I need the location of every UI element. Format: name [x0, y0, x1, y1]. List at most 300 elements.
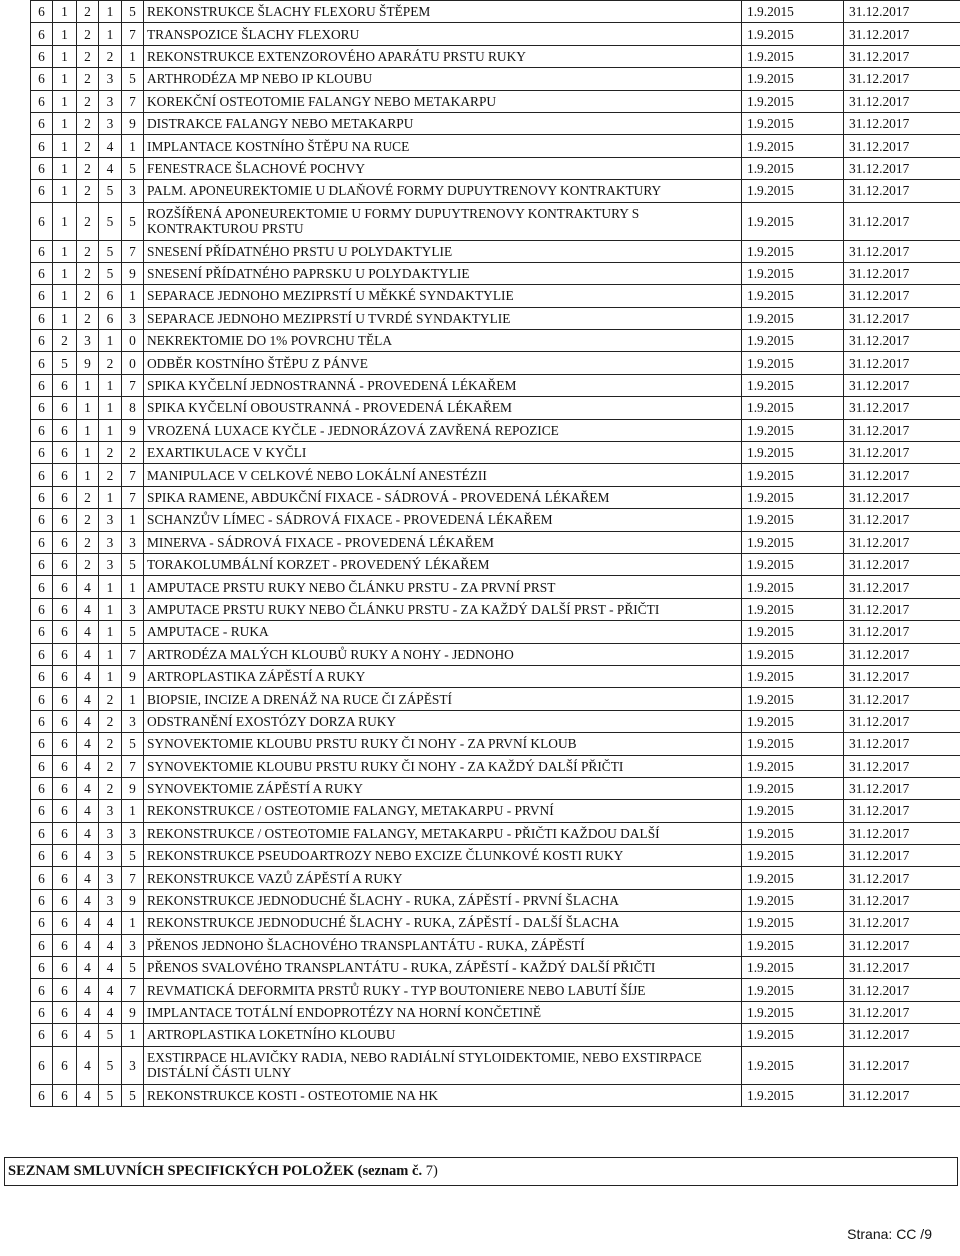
code-digit-cell: 6	[31, 598, 53, 620]
code-digit-cell: 3	[99, 509, 122, 531]
code-digit-cell: 4	[77, 845, 99, 867]
valid-to-cell: 31.12.2017	[844, 598, 960, 620]
code-digit-cell: 6	[31, 889, 53, 911]
table-row	[31, 912, 960, 934]
code-digit-cell: 9	[122, 777, 144, 799]
code-digit-cell: 9	[122, 419, 144, 441]
valid-from-cell: 1.9.2015	[742, 509, 844, 531]
procedure-name-cell: TRANSPOZICE ŠLACHY FLEXORU	[144, 23, 742, 45]
code-digit-cell: 5	[122, 957, 144, 979]
code-digit-cell: 3	[77, 330, 99, 352]
table-row	[31, 90, 960, 112]
code-digit-cell: 2	[77, 509, 99, 531]
code-digit-cell: 4	[77, 1084, 99, 1106]
code-digit-cell: 5	[122, 845, 144, 867]
section-list-number: 7)	[425, 1163, 438, 1179]
code-digit-cell: 6	[31, 180, 53, 202]
code-digit-cell: 6	[31, 822, 53, 844]
code-digit-cell: 6	[53, 374, 77, 396]
valid-from-cell: 1.9.2015	[742, 598, 844, 620]
code-digit-cell: 6	[53, 688, 77, 710]
procedure-name-cell: REVMATICKÁ DEFORMITA PRSTŮ RUKY - TYP BOUTONIERE NEBO LABUTÍ ŠÍJE	[144, 979, 742, 1001]
valid-to-cell: 31.12.2017	[844, 112, 960, 134]
table-row	[31, 23, 960, 45]
procedure-name-cell: TORAKOLUMBÁLNÍ KORZET - PROVEDENÝ LÉKAŘEM	[144, 553, 742, 575]
code-digit-cell: 3	[122, 180, 144, 202]
code-digit-cell: 6	[31, 1024, 53, 1046]
valid-from-cell: 1.9.2015	[742, 1001, 844, 1023]
table-row	[31, 397, 960, 419]
code-digit-cell: 3	[99, 68, 122, 90]
valid-to-cell: 31.12.2017	[844, 285, 960, 307]
valid-from-cell: 1.9.2015	[742, 576, 844, 598]
code-digit-cell: 1	[53, 240, 77, 262]
section-title	[4, 1157, 958, 1186]
valid-from-cell: 1.9.2015	[742, 957, 844, 979]
code-digit-cell: 5	[122, 202, 144, 240]
code-digit-cell: 6	[31, 576, 53, 598]
procedure-name-cell: ARTHRODÉZA MP NEBO IP KLOUBU	[144, 68, 742, 90]
valid-from-cell: 1.9.2015	[742, 262, 844, 284]
code-digit-cell: 4	[77, 1024, 99, 1046]
code-digit-cell: 2	[77, 157, 99, 179]
code-digit-cell: 6	[31, 621, 53, 643]
code-digit-cell: 5	[122, 553, 144, 575]
code-digit-cell: 6	[53, 912, 77, 934]
code-digit-cell: 4	[77, 800, 99, 822]
table-row	[31, 621, 960, 643]
code-digit-cell: 1	[99, 486, 122, 508]
code-digit-cell: 6	[53, 710, 77, 732]
code-digit-cell: 5	[122, 621, 144, 643]
code-digit-cell: 1	[122, 45, 144, 67]
code-digit-cell: 1	[122, 576, 144, 598]
code-digit-cell: 4	[99, 912, 122, 934]
code-digit-cell: 6	[53, 957, 77, 979]
code-digit-cell: 6	[53, 889, 77, 911]
table-row	[31, 576, 960, 598]
code-digit-cell: 6	[99, 307, 122, 329]
code-digit-cell: 0	[122, 352, 144, 374]
table-row	[31, 845, 960, 867]
valid-to-cell: 31.12.2017	[844, 464, 960, 486]
code-digit-cell: 6	[31, 330, 53, 352]
code-digit-cell: 2	[77, 1, 99, 23]
code-digit-cell: 6	[31, 112, 53, 134]
code-digit-cell: 3	[99, 867, 122, 889]
procedure-name-cell: REKONSTRUKCE ŠLACHY FLEXORU ŠTĚPEM	[144, 1, 742, 23]
valid-from-cell: 1.9.2015	[742, 397, 844, 419]
code-digit-cell: 6	[31, 23, 53, 45]
valid-from-cell: 1.9.2015	[742, 845, 844, 867]
table-row	[31, 464, 960, 486]
code-digit-cell: 1	[99, 665, 122, 687]
valid-to-cell: 31.12.2017	[844, 800, 960, 822]
valid-to-cell: 31.12.2017	[844, 688, 960, 710]
procedure-name-cell: REKONSTRUKCE EXTENZOROVÉHO APARÁTU PRSTU RUKY	[144, 45, 742, 67]
valid-from-cell: 1.9.2015	[742, 157, 844, 179]
code-digit-cell: 5	[122, 157, 144, 179]
code-digit-cell: 4	[77, 1046, 99, 1084]
valid-to-cell: 31.12.2017	[844, 979, 960, 1001]
code-digit-cell: 1	[99, 374, 122, 396]
procedure-name-cell: AMPUTACE - RUKA	[144, 621, 742, 643]
code-digit-cell: 2	[99, 777, 122, 799]
table-row	[31, 643, 960, 665]
procedure-name-cell: ODSTRANĚNÍ EXOSTÓZY DORZA RUKY	[144, 710, 742, 732]
code-digit-cell: 6	[53, 1024, 77, 1046]
code-digit-cell: 6	[31, 90, 53, 112]
procedure-name-cell: PŘENOS SVALOVÉHO TRANSPLANTÁTU - RUKA, ZÁPĚSTÍ - KAŽDÝ DALŠÍ PŘIČTI	[144, 957, 742, 979]
code-digit-cell: 2	[99, 755, 122, 777]
code-digit-cell: 6	[53, 643, 77, 665]
table-row	[31, 240, 960, 262]
valid-to-cell: 31.12.2017	[844, 1046, 960, 1084]
table-row	[31, 733, 960, 755]
procedure-name-cell: SPIKA RAMENE, ABDUKČNÍ FIXACE - SÁDROVÁ - PROVEDENÁ LÉKAŘEM	[144, 486, 742, 508]
code-digit-cell: 7	[122, 374, 144, 396]
valid-to-cell: 31.12.2017	[844, 419, 960, 441]
valid-from-cell: 1.9.2015	[742, 531, 844, 553]
valid-to-cell: 31.12.2017	[844, 202, 960, 240]
code-digit-cell: 3	[99, 800, 122, 822]
code-digit-cell: 4	[77, 733, 99, 755]
valid-from-cell: 1.9.2015	[742, 755, 844, 777]
code-digit-cell: 2	[99, 352, 122, 374]
valid-to-cell: 31.12.2017	[844, 262, 960, 284]
procedure-name-cell: PŘENOS JEDNOHO ŠLACHOVÉHO TRANSPLANTÁTU - RUKA, ZÁPĚSTÍ	[144, 934, 742, 956]
page-number: Strana: CC /9	[847, 1226, 932, 1242]
valid-from-cell: 1.9.2015	[742, 889, 844, 911]
code-digit-cell: 1	[53, 68, 77, 90]
code-digit-cell: 3	[122, 598, 144, 620]
code-digit-cell: 6	[53, 1084, 77, 1106]
code-digit-cell: 6	[53, 777, 77, 799]
table-row	[31, 486, 960, 508]
valid-to-cell: 31.12.2017	[844, 733, 960, 755]
table-row	[31, 1046, 960, 1084]
code-digit-cell: 4	[77, 1001, 99, 1023]
code-digit-cell: 6	[31, 777, 53, 799]
valid-from-cell: 1.9.2015	[742, 374, 844, 396]
procedure-name-cell: ARTROPLASTIKA LOKETNÍHO KLOUBU	[144, 1024, 742, 1046]
code-digit-cell: 2	[77, 23, 99, 45]
code-digit-cell: 1	[122, 1024, 144, 1046]
valid-to-cell: 31.12.2017	[844, 307, 960, 329]
table-row	[31, 1, 960, 23]
code-digit-cell: 3	[122, 710, 144, 732]
code-digit-cell: 2	[77, 90, 99, 112]
code-digit-cell: 1	[77, 397, 99, 419]
valid-from-cell: 1.9.2015	[742, 68, 844, 90]
code-digit-cell: 5	[99, 240, 122, 262]
code-digit-cell: 4	[77, 889, 99, 911]
code-digit-cell: 7	[122, 240, 144, 262]
procedure-name-cell: REKONSTRUKCE JEDNODUCHÉ ŠLACHY - RUKA, ZÁPĚSTÍ - DALŠÍ ŠLACHA	[144, 912, 742, 934]
valid-to-cell: 31.12.2017	[844, 1084, 960, 1106]
table-row	[31, 1001, 960, 1023]
procedure-code-table	[30, 0, 960, 1107]
code-digit-cell: 1	[99, 598, 122, 620]
table-row	[31, 531, 960, 553]
code-digit-cell: 7	[122, 979, 144, 1001]
valid-to-cell: 31.12.2017	[844, 45, 960, 67]
valid-from-cell: 1.9.2015	[742, 464, 844, 486]
valid-to-cell: 31.12.2017	[844, 957, 960, 979]
valid-from-cell: 1.9.2015	[742, 202, 844, 240]
valid-from-cell: 1.9.2015	[742, 1, 844, 23]
table-row	[31, 598, 960, 620]
code-digit-cell: 4	[77, 710, 99, 732]
valid-to-cell: 31.12.2017	[844, 822, 960, 844]
valid-from-cell: 1.9.2015	[742, 553, 844, 575]
code-digit-cell: 4	[99, 979, 122, 1001]
code-digit-cell: 6	[31, 957, 53, 979]
procedure-name-cell: ODBĚR KOSTNÍHO ŠTĚPU Z PÁNVE	[144, 352, 742, 374]
valid-to-cell: 31.12.2017	[844, 710, 960, 732]
code-digit-cell: 9	[77, 352, 99, 374]
code-digit-cell: 2	[77, 307, 99, 329]
code-digit-cell: 6	[53, 531, 77, 553]
valid-to-cell: 31.12.2017	[844, 374, 960, 396]
code-digit-cell: 3	[99, 845, 122, 867]
code-digit-cell: 9	[122, 665, 144, 687]
code-digit-cell: 5	[99, 1024, 122, 1046]
code-digit-cell: 6	[53, 979, 77, 1001]
code-digit-cell: 6	[31, 934, 53, 956]
valid-from-cell: 1.9.2015	[742, 135, 844, 157]
code-digit-cell: 3	[99, 889, 122, 911]
code-digit-cell: 2	[77, 68, 99, 90]
valid-to-cell: 31.12.2017	[844, 23, 960, 45]
code-digit-cell: 1	[53, 262, 77, 284]
code-digit-cell: 1	[53, 157, 77, 179]
code-digit-cell: 7	[122, 486, 144, 508]
procedure-name-cell: MINERVA - SÁDROVÁ FIXACE - PROVEDENÁ LÉKAŘEM	[144, 531, 742, 553]
code-digit-cell: 4	[77, 665, 99, 687]
table-row	[31, 374, 960, 396]
code-digit-cell: 2	[77, 486, 99, 508]
code-digit-cell: 6	[31, 352, 53, 374]
code-digit-cell: 7	[122, 90, 144, 112]
code-digit-cell: 1	[99, 643, 122, 665]
valid-from-cell: 1.9.2015	[742, 307, 844, 329]
procedure-name-cell: SPIKA KYČELNÍ OBOUSTRANNÁ - PROVEDENÁ LÉKAŘEM	[144, 397, 742, 419]
code-digit-cell: 4	[77, 598, 99, 620]
code-digit-cell: 6	[31, 531, 53, 553]
procedure-name-cell: SEPARACE JEDNOHO MEZIPRSTÍ U MĚKKÉ SYNDAKTYLIE	[144, 285, 742, 307]
code-rows	[31, 1, 960, 1107]
valid-from-cell: 1.9.2015	[742, 688, 844, 710]
code-digit-cell: 6	[31, 68, 53, 90]
code-digit-cell: 1	[99, 23, 122, 45]
table-row	[31, 135, 960, 157]
code-digit-cell: 6	[31, 845, 53, 867]
code-digit-cell: 6	[53, 553, 77, 575]
valid-to-cell: 31.12.2017	[844, 621, 960, 643]
code-digit-cell: 1	[53, 112, 77, 134]
code-digit-cell: 3	[99, 112, 122, 134]
table-row	[31, 1084, 960, 1106]
table-row	[31, 867, 960, 889]
code-digit-cell: 4	[77, 576, 99, 598]
code-digit-cell: 2	[122, 442, 144, 464]
code-digit-cell: 6	[31, 1046, 53, 1084]
code-digit-cell: 7	[122, 755, 144, 777]
code-digit-cell: 2	[77, 202, 99, 240]
valid-from-cell: 1.9.2015	[742, 45, 844, 67]
table-row	[31, 180, 960, 202]
code-digit-cell: 2	[99, 688, 122, 710]
valid-from-cell: 1.9.2015	[742, 733, 844, 755]
valid-from-cell: 1.9.2015	[742, 665, 844, 687]
code-digit-cell: 1	[53, 135, 77, 157]
code-digit-cell: 1	[77, 419, 99, 441]
code-digit-cell: 1	[77, 464, 99, 486]
code-digit-cell: 2	[53, 330, 77, 352]
code-digit-cell: 6	[31, 665, 53, 687]
valid-to-cell: 31.12.2017	[844, 1, 960, 23]
code-digit-cell: 6	[31, 979, 53, 1001]
procedure-name-cell: KOREKČNÍ OSTEOTOMIE FALANGY NEBO METAKARPU	[144, 90, 742, 112]
valid-from-cell: 1.9.2015	[742, 330, 844, 352]
valid-from-cell: 1.9.2015	[742, 643, 844, 665]
valid-from-cell: 1.9.2015	[742, 240, 844, 262]
code-digit-cell: 2	[99, 45, 122, 67]
code-digit-cell: 2	[99, 733, 122, 755]
code-digit-cell: 1	[99, 330, 122, 352]
code-digit-cell: 6	[31, 1084, 53, 1106]
table-row	[31, 710, 960, 732]
valid-to-cell: 31.12.2017	[844, 397, 960, 419]
code-digit-cell: 4	[77, 621, 99, 643]
code-digit-cell: 4	[99, 135, 122, 157]
code-digit-cell: 3	[122, 1046, 144, 1084]
valid-from-cell: 1.9.2015	[742, 23, 844, 45]
valid-from-cell: 1.9.2015	[742, 822, 844, 844]
code-digit-cell: 9	[122, 112, 144, 134]
code-digit-cell: 6	[31, 800, 53, 822]
valid-to-cell: 31.12.2017	[844, 240, 960, 262]
table-row	[31, 202, 960, 240]
procedure-name-cell: ARTRODÉZA MALÝCH KLOUBŮ RUKY A NOHY - JEDNOHO	[144, 643, 742, 665]
code-digit-cell: 2	[99, 442, 122, 464]
valid-to-cell: 31.12.2017	[844, 912, 960, 934]
code-digit-cell: 5	[122, 68, 144, 90]
code-digit-cell: 6	[53, 934, 77, 956]
code-digit-cell: 6	[31, 157, 53, 179]
code-digit-cell: 6	[31, 643, 53, 665]
valid-from-cell: 1.9.2015	[742, 112, 844, 134]
code-digit-cell: 4	[99, 934, 122, 956]
code-digit-cell: 6	[31, 553, 53, 575]
valid-to-cell: 31.12.2017	[844, 553, 960, 575]
valid-to-cell: 31.12.2017	[844, 643, 960, 665]
section-title-text: SEZNAM SMLUVNÍCH SPECIFICKÝCH POLOŽEK (seznam č.	[8, 1163, 423, 1179]
procedure-name-cell: EXSTIRPACE HLAVIČKY RADIA, NEBO RADIÁLNÍ STYLOIDEKTOMIE, NEBO EXSTIRPACE DISTÁLNÍ ČÁSTI ULNY	[144, 1046, 742, 1084]
valid-to-cell: 31.12.2017	[844, 135, 960, 157]
code-digit-cell: 1	[53, 307, 77, 329]
code-digit-cell: 5	[53, 352, 77, 374]
table-row	[31, 688, 960, 710]
valid-from-cell: 1.9.2015	[742, 710, 844, 732]
code-digit-cell: 7	[122, 643, 144, 665]
code-digit-cell: 1	[77, 442, 99, 464]
code-digit-cell: 5	[99, 1084, 122, 1106]
valid-to-cell: 31.12.2017	[844, 509, 960, 531]
table-row	[31, 755, 960, 777]
code-digit-cell: 2	[77, 285, 99, 307]
valid-to-cell: 31.12.2017	[844, 576, 960, 598]
code-digit-cell: 9	[122, 262, 144, 284]
table-row	[31, 800, 960, 822]
code-digit-cell: 6	[53, 576, 77, 598]
table-row	[31, 352, 960, 374]
code-digit-cell: 1	[99, 419, 122, 441]
procedure-name-cell: SNESENÍ PŘÍDATNÉHO PRSTU U POLYDAKTYLIE	[144, 240, 742, 262]
code-digit-cell: 1	[99, 397, 122, 419]
table-row	[31, 112, 960, 134]
table-row	[31, 957, 960, 979]
code-digit-cell: 1	[77, 374, 99, 396]
table-row	[31, 307, 960, 329]
table-row	[31, 889, 960, 911]
procedure-name-cell: REKONSTRUKCE JEDNODUCHÉ ŠLACHY - RUKA, ZÁPĚSTÍ - PRVNÍ ŠLACHA	[144, 889, 742, 911]
code-digit-cell: 6	[99, 285, 122, 307]
procedure-name-cell: SYNOVEKTOMIE ZÁPĚSTÍ A RUKY	[144, 777, 742, 799]
code-digit-cell: 6	[31, 755, 53, 777]
code-digit-cell: 2	[77, 180, 99, 202]
code-digit-cell: 6	[31, 442, 53, 464]
table-row	[31, 553, 960, 575]
valid-to-cell: 31.12.2017	[844, 934, 960, 956]
procedure-name-cell: AMPUTACE PRSTU RUKY NEBO ČLÁNKU PRSTU - ZA PRVNÍ PRST	[144, 576, 742, 598]
valid-to-cell: 31.12.2017	[844, 180, 960, 202]
code-digit-cell: 6	[53, 1001, 77, 1023]
code-digit-cell: 6	[53, 621, 77, 643]
code-digit-cell: 9	[122, 1001, 144, 1023]
code-digit-cell: 4	[77, 912, 99, 934]
valid-from-cell: 1.9.2015	[742, 442, 844, 464]
code-digit-cell: 4	[99, 957, 122, 979]
code-digit-cell: 3	[122, 822, 144, 844]
code-digit-cell: 4	[77, 822, 99, 844]
code-digit-cell: 6	[53, 464, 77, 486]
code-digit-cell: 6	[31, 240, 53, 262]
code-digit-cell: 6	[31, 285, 53, 307]
code-digit-cell: 4	[77, 688, 99, 710]
valid-to-cell: 31.12.2017	[844, 68, 960, 90]
valid-from-cell: 1.9.2015	[742, 777, 844, 799]
table-row	[31, 262, 960, 284]
code-digit-cell: 4	[77, 867, 99, 889]
procedure-name-cell: VROZENÁ LUXACE KYČLE - JEDNORÁZOVÁ ZAVŘENÁ REPOZICE	[144, 419, 742, 441]
valid-from-cell: 1.9.2015	[742, 419, 844, 441]
code-digit-cell: 5	[122, 1084, 144, 1106]
code-digit-cell: 1	[53, 180, 77, 202]
code-digit-cell: 7	[122, 867, 144, 889]
valid-to-cell: 31.12.2017	[844, 330, 960, 352]
code-digit-cell: 7	[122, 23, 144, 45]
code-digit-cell: 4	[77, 755, 99, 777]
valid-from-cell: 1.9.2015	[742, 621, 844, 643]
code-digit-cell: 6	[31, 135, 53, 157]
code-digit-cell: 1	[53, 1, 77, 23]
code-digit-cell: 1	[53, 90, 77, 112]
code-digit-cell: 6	[31, 374, 53, 396]
valid-from-cell: 1.9.2015	[742, 800, 844, 822]
code-digit-cell: 1	[53, 202, 77, 240]
